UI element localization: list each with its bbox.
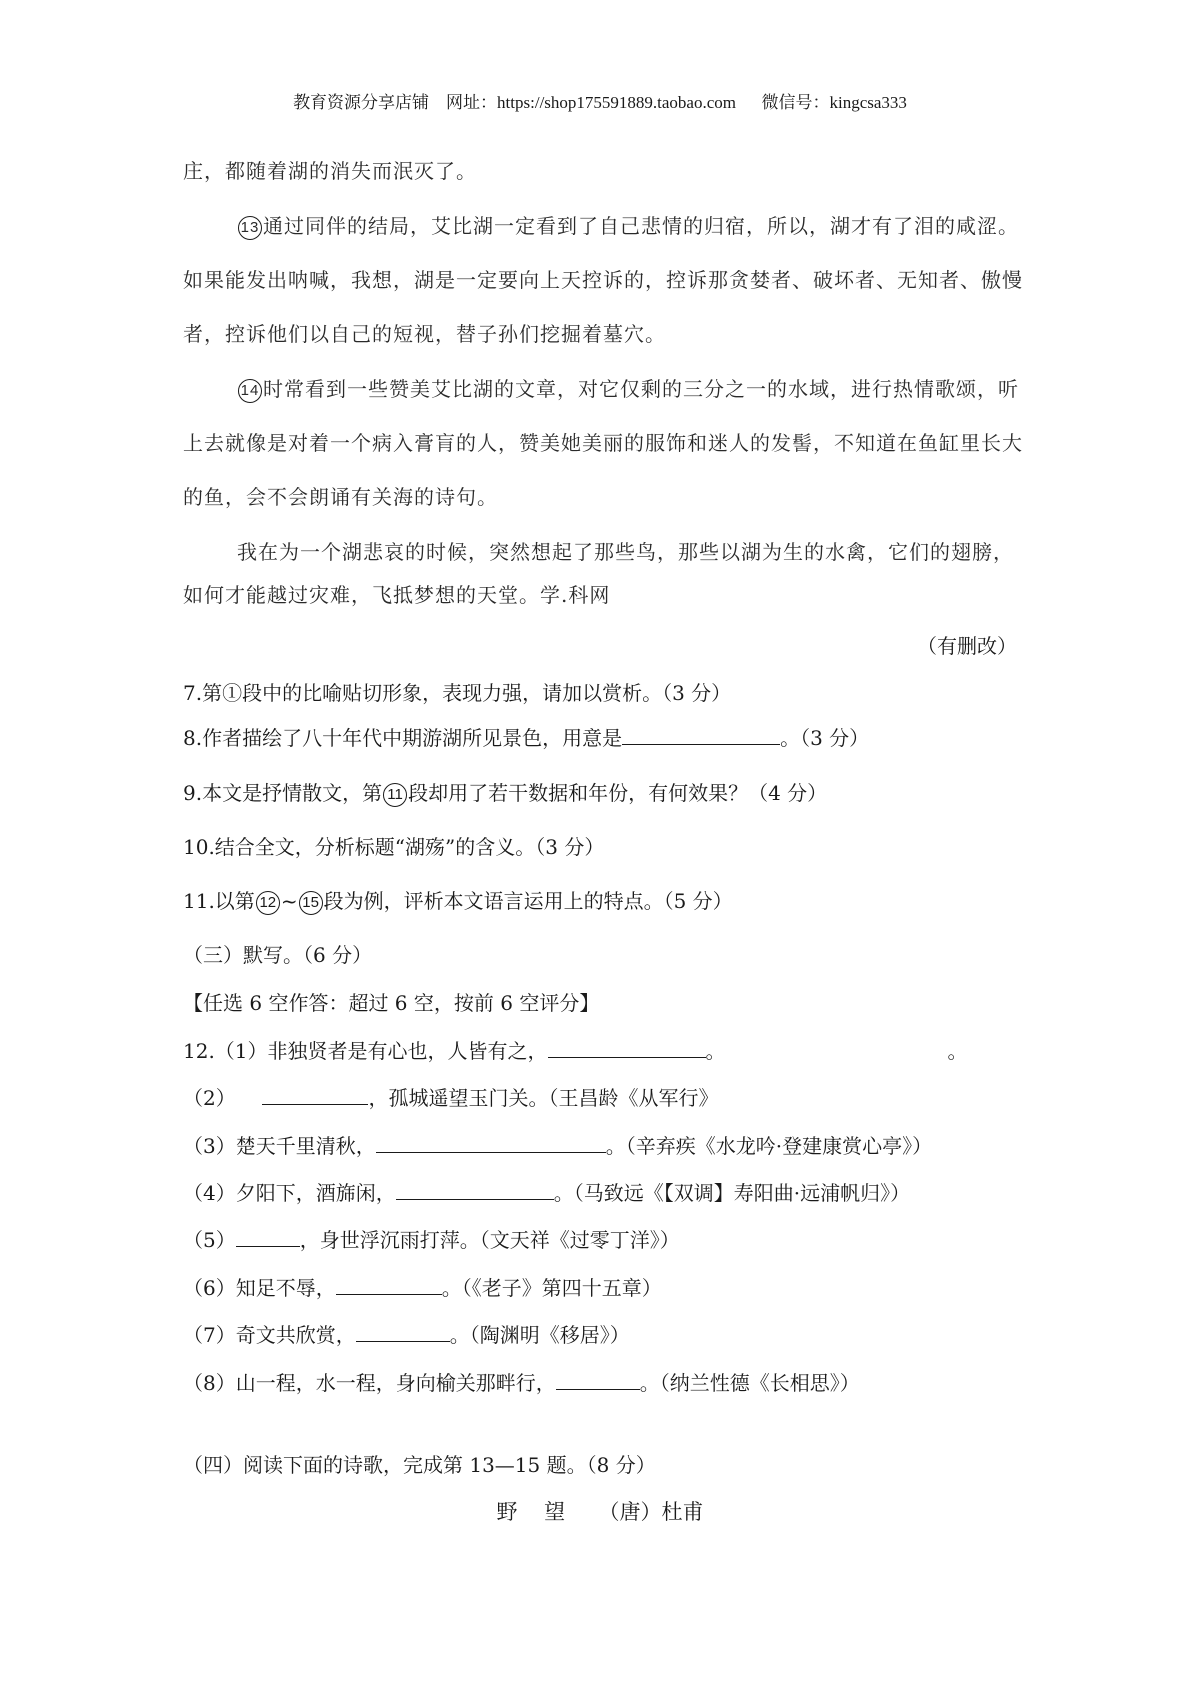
dictation-item-4: （4）夕阳下，酒旆闲， 。（马致远《【双调】寿阳曲·远浦帆归》） — [183, 1181, 911, 1205]
paragraph-14-line-3: 的鱼，会不会朗诵有关海的诗句。 — [183, 485, 498, 509]
paragraph-number-12: 12 — [256, 891, 280, 915]
paragraph-13-line-2: 如果能发出呐喊，我想，湖是一定要向上天控诉的，控诉那贪婪者、破坏者、无知者、傲慢 — [183, 268, 1023, 292]
dictation-item-1: 12.（1）非独贤者是有心也，人皆有之， 。 。 — [183, 1039, 968, 1063]
answer-blank[interactable] — [622, 726, 780, 745]
answer-blank[interactable] — [356, 1323, 450, 1342]
question-9: 9.本文是抒情散文，第 11 段却用了若干数据和年份，有何效果？（4 分） — [183, 781, 828, 805]
paragraph-number-13: 13 — [238, 216, 262, 240]
paragraph-15-line-2: 如何才能越过灾难，飞抵梦想的天堂。学.科网 — [183, 583, 611, 607]
answer-blank[interactable] — [396, 1181, 554, 1200]
paragraph-13-line-1: 13 通过同伴的结局，艾比湖一定看到了自己悲情的归宿，所以，湖才有了泪的咸涩。 — [237, 213, 1019, 240]
page-header: 教育资源分享店铺 网址：https://shop175591889.taobao.com 微信号：kingcsa333 — [293, 93, 907, 112]
dictation-item-7: （7）奇文共欣赏， 。（陶渊明《移居》） — [183, 1323, 630, 1347]
paragraph-15-line-1: 我在为一个湖悲哀的时候，突然想起了那些鸟，那些以湖为生的水禽，它们的翅膀， — [237, 540, 1014, 564]
source-note: （有删改） — [917, 634, 1017, 658]
answer-blank[interactable] — [236, 1228, 300, 1247]
question-10: 10.结合全文，分析标题“湖殇”的含义。（3 分） — [183, 835, 605, 859]
question-11: 11.以第 12 ~ 15 段为例，评析本文语言运用上的特点。（5 分） — [183, 889, 733, 913]
answer-blank[interactable] — [262, 1086, 368, 1105]
dictation-item-6: （6）知足不辱， 。（《老子》第四十五章） — [183, 1276, 662, 1300]
section-3-instruction: 【任选 6 空作答：超过 6 空，按前 6 空评分】 — [183, 991, 600, 1015]
paragraph-number-11: 11 — [383, 783, 407, 807]
answer-blank[interactable] — [548, 1039, 706, 1058]
paragraph-end: 庄，都随着湖的消失而泯灭了。 — [183, 159, 477, 183]
answer-blank[interactable] — [556, 1371, 640, 1390]
poem-title: 野 望 （唐）杜甫 — [496, 1500, 704, 1524]
answer-blank[interactable] — [336, 1276, 442, 1295]
dictation-item-2: （2） ，孤城遥望玉门关。（王昌龄《从军行》 — [183, 1086, 719, 1110]
question-7: 7.第①段中的比喻贴切形象，表现力强，请加以赏析。（3 分） — [183, 681, 732, 705]
paragraph-13-line-3: 者，控诉他们以自己的短视，替子孙们挖掘着墓穴。 — [183, 322, 666, 346]
section-4-title: （四）阅读下面的诗歌，完成第 13—15 题。（8 分） — [183, 1453, 656, 1477]
section-3-title: （三）默写。（6 分） — [183, 943, 373, 967]
dictation-item-5: （5） ，身世浮沉雨打萍。（文天祥《过零丁洋》） — [183, 1228, 680, 1252]
dictation-item-3: （3）楚天千里清秋， 。（辛弃疾《水龙吟·登建康赏心亭》） — [183, 1134, 933, 1158]
answer-blank[interactable] — [376, 1134, 606, 1153]
paragraph-14-line-2: 上去就像是对着一个病入膏肓的人，赞美她美丽的服饰和迷人的发髻，不知道在鱼缸里长大 — [183, 431, 1023, 455]
dictation-item-8: （8）山一程，水一程，身向榆关那畔行， 。（纳兰性德《长相思》） — [183, 1371, 860, 1395]
question-8: 8.作者描绘了八十年代中期游湖所见景色，用意是 。（3 分） — [183, 726, 870, 750]
paragraph-number-14: 14 — [238, 379, 262, 403]
paragraph-14-line-1: 14 时常看到一些赞美艾比湖的文章，对它仅剩的三分之一的水域，进行热情歌颂，听 — [237, 376, 1019, 403]
paragraph-number-15: 15 — [299, 891, 323, 915]
